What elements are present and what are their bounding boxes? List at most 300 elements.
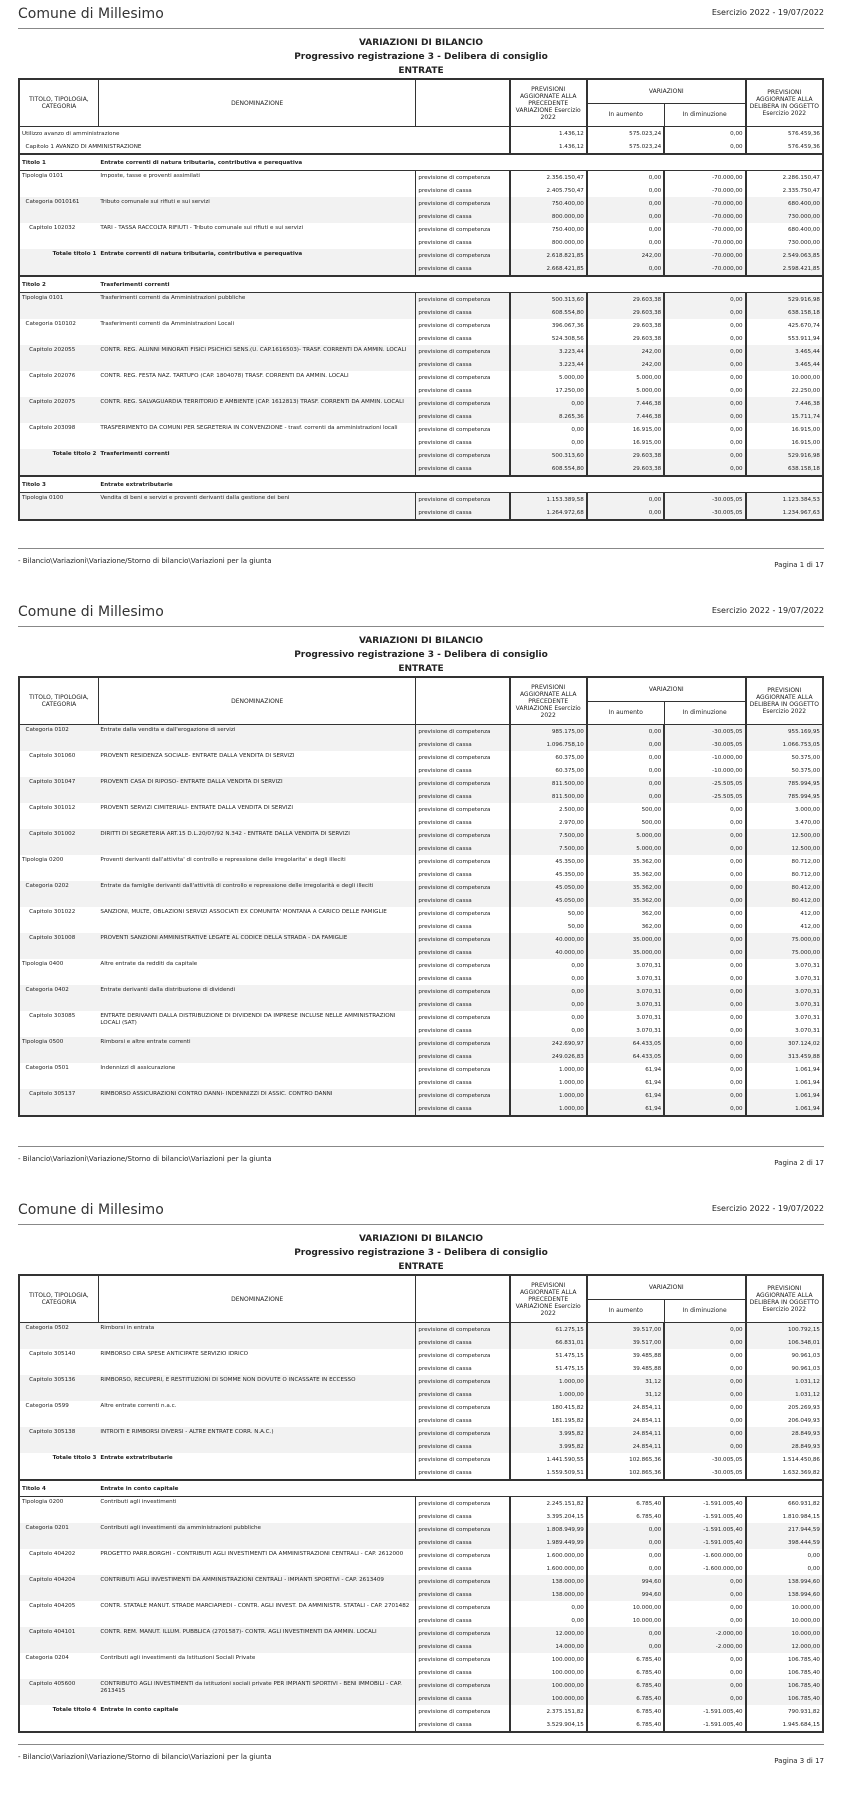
report-path: - Bilancio\Variazioni\Variazione/Storno di bilancio\Variazioni per la giunta (18, 1753, 272, 1761)
organization-name: Comune di Millesimo (18, 1202, 164, 1218)
table-row (19, 127, 823, 141)
competence-label: previsione di competenza (416, 1375, 510, 1388)
competence-label: previsione di competenza (416, 1453, 510, 1466)
report-subtitle: Progressivo registrazione 3 - Delibera di consiglio (294, 650, 548, 660)
row-denomination: Contributi agli investimenti (100, 1499, 177, 1505)
amount-cell: 1.989.449,99 (510, 1536, 587, 1549)
amount-cell: 1.031,12 (746, 1375, 823, 1388)
amount-cell: 2.405.750,47 (510, 184, 587, 197)
amount-cell: 524.308,56 (510, 332, 587, 345)
amount-cell: 12.000,00 (746, 1640, 823, 1653)
row-code: Capitolo 301047 (19, 777, 98, 803)
amount-cell: 3.070,31 (587, 998, 664, 1011)
competence-label: previsione di competenza (416, 959, 510, 972)
amount-cell: -10.000,00 (664, 764, 745, 777)
amount-cell: 0,00 (664, 1037, 745, 1050)
amount-cell: 24.854,11 (587, 1440, 664, 1453)
competence-label: previsione di competenza (416, 1323, 510, 1337)
amount-cell: 0,00 (664, 1440, 745, 1453)
amount-cell: 75.000,00 (746, 946, 823, 959)
total-row (19, 1705, 823, 1718)
table-row (19, 171, 823, 185)
row-code: Tipologia 0200 (22, 857, 64, 863)
amount-cell: 60.375,00 (510, 751, 587, 764)
row-denomination: Rimborsi in entrata (98, 1323, 416, 1350)
amount-cell: 0,00 (664, 1375, 745, 1388)
row-denomination: CONTR. STATALE MANUT. STRADE MARCIAPIEDI - CONTR. AGLI INVEST. DA AMMINISTR. STATALI - CAP. 2701482 (100, 1603, 410, 1609)
table-row (19, 293, 823, 307)
amount-cell: 362,00 (587, 920, 664, 933)
row-denomination: CONTRIBUTI AGLI INVESTIMENTI DA AMMINISTRAZIONI CENTRALI - IMPIANTI SPORTIVI - CAP. 2613409 (98, 1575, 416, 1601)
amount-cell: 0,00 (510, 985, 587, 998)
amount-cell: 39.517,00 (587, 1323, 664, 1337)
amount-cell: 0,00 (587, 184, 664, 197)
amount-cell: -70.000,00 (664, 262, 745, 276)
row-denomination: Indennizzi di assicurazione (100, 1065, 176, 1071)
amount-cell: 500.313,60 (510, 449, 587, 462)
amount-cell: 0,00 (664, 127, 745, 141)
amount-cell: 106.348,01 (746, 1336, 823, 1349)
competence-label: previsione di competenza (416, 881, 510, 894)
amount-cell: 0,00 (587, 236, 664, 249)
competence-label: previsione di competenza (416, 1063, 510, 1076)
table-row (19, 829, 823, 842)
amount-cell: 17.250,00 (510, 384, 587, 397)
amount-cell: 181.195,82 (510, 1414, 587, 1427)
row-denomination: Entrate correnti di natura tributaria, contributiva e perequativa (98, 249, 416, 276)
row-denomination: PROVENTI SERVIZI CIMITERIALI- ENTRATE DALLA VENDITA DI SERVIZI (100, 805, 294, 811)
amount-cell: 0,00 (587, 506, 664, 520)
table-row (19, 725, 823, 739)
amount-cell: 2.500,00 (510, 803, 587, 816)
amount-cell: 0,00 (664, 423, 745, 436)
amount-cell: 0,00 (664, 1024, 745, 1037)
amount-cell: 10.000,00 (587, 1614, 664, 1627)
cash-label: previsione di cassa (416, 1640, 510, 1653)
row-denomination: TARI - TASSA RACCOLTA RIFIUTI - Tributo comunale sui rifiuti e sui servizi (100, 225, 304, 231)
amount-cell: 3.070,31 (746, 985, 823, 998)
amount-cell: 0,00 (587, 1627, 664, 1640)
amount-cell: 0,00 (664, 410, 745, 423)
amount-cell: 64.433,05 (587, 1037, 664, 1050)
amount-cell: 2.598.421,85 (746, 262, 823, 276)
amount-cell: 2.245.151,82 (510, 1497, 587, 1511)
competence-label: previsione di competenza (416, 449, 510, 462)
row-code: Tipologia 0400 (22, 961, 64, 967)
competence-label: previsione di competenza (416, 725, 510, 739)
amount-cell: 1.061,94 (746, 1076, 823, 1089)
cash-label: previsione di cassa (416, 764, 510, 777)
organization-name: Comune di Millesimo (18, 604, 164, 620)
table-row (19, 1627, 823, 1640)
row-code: Categoria 0501 (22, 1065, 69, 1071)
amount-cell: 0,00 (664, 868, 745, 881)
row-denomination: PROVENTI SANZIONI AMMINISTRATIVE LEGATE AL CODICE DELLA STRADA - DA FAMIGLIE (98, 933, 416, 959)
amount-cell: 12.500,00 (746, 829, 823, 842)
page-header (18, 602, 824, 627)
table-row (19, 197, 823, 210)
cash-label: previsione di cassa (416, 210, 510, 223)
amount-cell: -70.000,00 (664, 236, 745, 249)
amount-cell: 0,00 (664, 1601, 745, 1614)
amount-cell: 0,00 (510, 972, 587, 985)
amount-cell: 1.000,00 (510, 1102, 587, 1116)
competence-label: previsione di competenza (416, 1705, 510, 1718)
table-row (19, 319, 823, 332)
amount-cell: 0,00 (587, 1562, 664, 1575)
amount-cell: 24.854,11 (587, 1427, 664, 1440)
row-denomination: RIMBORSO, RECUPERI, E RESTITUZIONI DI SOMME NON DOVUTE O INCASSATE IN ECCESSO (98, 1375, 416, 1401)
amount-cell: 3.000,00 (746, 803, 823, 816)
competence-label: previsione di competenza (416, 1575, 510, 1588)
amount-cell: 2.549.063,85 (746, 249, 823, 262)
amount-cell: 0,00 (664, 816, 745, 829)
row-denomination: CONTRIBUTO AGLI INVESTIMENTI da istituzioni sociali private PER IMPIANTI SPORTIVI - BENI IMMOBILI - CAP. 2613415 (98, 1679, 416, 1705)
amount-cell: 0,00 (664, 1575, 745, 1588)
amount-cell: 39.485,88 (587, 1349, 664, 1362)
cash-label: previsione di cassa (416, 1614, 510, 1627)
amount-cell: 0,00 (587, 493, 664, 507)
amount-cell: 0,00 (664, 332, 745, 345)
table-row (19, 1601, 823, 1614)
amount-cell: 0,00 (664, 959, 745, 972)
table-row (19, 397, 823, 410)
amount-cell: 398.444,59 (746, 1536, 823, 1549)
row-code: Capitolo 1 AVANZO DI AMMINISTRAZIONE (22, 143, 142, 150)
row-denomination: CONTR. REG. ALUNNI MINORATI FISICI PSICHICI SENS.(U. CAP.1616503)- TRASF. CORRENTI DA AMMIN. LOCALI (98, 345, 416, 371)
table-row (19, 1323, 823, 1337)
amount-cell: 35.362,00 (587, 894, 664, 907)
amount-cell: 0,00 (587, 1549, 664, 1562)
amount-cell: 680.400,00 (746, 223, 823, 236)
amount-cell: 0,00 (746, 1562, 823, 1575)
col-header-denominazione: DENOMINAZIONE (98, 677, 416, 725)
row-code: Capitolo 303085 (22, 1013, 76, 1019)
amount-cell: 0,00 (664, 319, 745, 332)
row-code: Categoria 0201 (19, 1523, 98, 1549)
header-row (19, 677, 823, 701)
amount-cell: 2.618.821,85 (510, 249, 587, 262)
amount-cell: 0,00 (587, 1536, 664, 1549)
row-denomination: SANZIONI, MULTE, OBLAZIONI SERVIZI ASSOCIATI EX COMUNITA' MONTANA A CARICO DELLE FAMIGLIE (100, 909, 387, 915)
amount-cell: 15.711,74 (746, 410, 823, 423)
amount-cell: 80.412,00 (746, 894, 823, 907)
amount-cell: 16.915,00 (746, 423, 823, 436)
col-header-aumento: In aumento (587, 701, 664, 725)
competence-label: previsione di competenza (416, 803, 510, 816)
col-header-previsioni-delibera: PREVISIONI AGGIORNATE ALLA DELIBERA IN OGGETTO Esercizio 2022 (746, 677, 823, 725)
amount-cell: 10.000,00 (746, 1627, 823, 1640)
amount-cell: 106.785,40 (746, 1666, 823, 1679)
amount-cell: -70.000,00 (664, 171, 745, 185)
col-header-previsioni-prec: PREVISIONI AGGIORNATE ALLA PRECEDENTE VARIAZIONE Esercizio 2022 (510, 1275, 587, 1323)
amount-cell: 0,00 (664, 1076, 745, 1089)
amount-cell: 7.446,38 (587, 397, 664, 410)
report-path: - Bilancio\Variazioni\Variazione/Storno di bilancio\Variazioni per la giunta (18, 557, 272, 565)
amount-cell: 3.223,44 (510, 345, 587, 358)
cash-label: previsione di cassa (416, 920, 510, 933)
competence-label: previsione di competenza (416, 223, 510, 236)
amount-cell: 0,00 (664, 1063, 745, 1076)
amount-cell: 0,00 (664, 1588, 745, 1601)
amount-cell: 61,94 (587, 1063, 664, 1076)
cash-label: previsione di cassa (416, 1536, 510, 1549)
amount-cell: 29.603,38 (587, 332, 664, 345)
amount-cell: 0,00 (664, 1614, 745, 1627)
cash-label: previsione di cassa (416, 1102, 510, 1116)
amount-cell: 1.066.753,05 (746, 738, 823, 751)
amount-cell: 1.264.972,68 (510, 506, 587, 520)
amount-cell: 362,00 (587, 907, 664, 920)
amount-cell: 0,00 (587, 223, 664, 236)
page-footer (18, 1744, 824, 1765)
amount-cell: -1.591.005,40 (664, 1497, 745, 1511)
row-denomination: ENTRATE DERIVANTI DALLA DISTRIBUZIONE DI DIVIDENDI DA IMPRESE INCLUSE NELLE AMMINISTRAZIONI LOCALI (SAT) (100, 1013, 396, 1026)
amount-cell: 50.375,00 (746, 764, 823, 777)
page-number: Pagina 1 di 17 (774, 561, 824, 569)
page-header (18, 4, 824, 29)
amount-cell: 955.169,95 (746, 725, 823, 739)
amount-cell: 180.415,82 (510, 1401, 587, 1414)
amount-cell: 3.070,31 (746, 972, 823, 985)
amount-cell: -2.000,00 (664, 1627, 745, 1640)
cash-label: previsione di cassa (416, 1336, 510, 1349)
cash-label: previsione di cassa (416, 998, 510, 1011)
amount-cell: 608.554,80 (510, 306, 587, 319)
amount-cell: 249.026,83 (510, 1050, 587, 1063)
cash-label: previsione di cassa (416, 946, 510, 959)
competence-label: previsione di competenza (416, 1679, 510, 1692)
table-row (19, 1575, 823, 1588)
competence-label: previsione di competenza (416, 751, 510, 764)
table-row (19, 985, 823, 998)
report-path: - Bilancio\Variazioni\Variazione/Storno di bilancio\Variazioni per la giunta (18, 1155, 272, 1163)
row-denomination: Trasferimenti correnti da Amministrazioni pubbliche (98, 293, 416, 320)
fiscal-year-date: Esercizio 2022 - 19/07/2022 (711, 606, 824, 615)
competence-label: previsione di competenza (416, 1653, 510, 1666)
amount-cell: 1.441.590,55 (510, 1453, 587, 1466)
amount-cell: -1.591.005,40 (664, 1536, 745, 1549)
cash-label: previsione di cassa (416, 306, 510, 319)
competence-label: previsione di competenza (416, 1627, 510, 1640)
amount-cell: 50,00 (510, 907, 587, 920)
amount-cell: 0,00 (510, 1601, 587, 1614)
amount-cell: 750.400,00 (510, 197, 587, 210)
amount-cell: 608.554,80 (510, 462, 587, 476)
amount-cell: 100.000,00 (510, 1692, 587, 1705)
amount-cell: 66.831,01 (510, 1336, 587, 1349)
report-subtitle: Progressivo registrazione 3 - Delibera di consiglio (294, 52, 548, 62)
amount-cell: 529.916,98 (746, 449, 823, 462)
amount-cell: 1.000,00 (510, 1375, 587, 1388)
amount-cell: 45.050,00 (510, 894, 587, 907)
competence-label: previsione di competenza (416, 1037, 510, 1050)
amount-cell: 1.123.384,53 (746, 493, 823, 507)
amount-cell: 0,00 (510, 1024, 587, 1037)
row-code: Categoria 010102 (22, 321, 76, 327)
amount-cell: -70.000,00 (664, 210, 745, 223)
amount-cell: 16.915,00 (587, 436, 664, 449)
amount-cell: -1.600.000,00 (664, 1549, 745, 1562)
table-row (19, 1063, 823, 1076)
amount-cell: 0,00 (746, 1549, 823, 1562)
row-denomination: DIRITTI DI SEGRETERIA ART.15 D.L.20/07/92 N.342 - ENTRATE DALLA VENDITA DI SERVIZI (98, 829, 416, 855)
amount-cell: 7.446,38 (587, 410, 664, 423)
competence-label: previsione di competenza (416, 397, 510, 410)
table-row (19, 751, 823, 764)
amount-cell: 425.670,74 (746, 319, 823, 332)
report-title: VARIAZIONI DI BILANCIO (358, 38, 484, 48)
col-header-code: TITOLO, TIPOLOGIA, CATEGORIA (19, 79, 98, 127)
amount-cell: 5.000,00 (587, 842, 664, 855)
cash-label: previsione di cassa (416, 1510, 510, 1523)
row-code: Tipologia 0100 (19, 493, 98, 521)
amount-cell: 0,00 (664, 1388, 745, 1401)
amount-cell: 3.070,31 (587, 959, 664, 972)
amount-cell: -30.005,05 (664, 493, 745, 507)
amount-cell: 61,94 (587, 1089, 664, 1102)
amount-cell: 1.031,12 (746, 1388, 823, 1401)
amount-cell: -30.005,05 (664, 738, 745, 751)
amount-cell: 0,00 (587, 210, 664, 223)
amount-cell: -25.505,05 (664, 790, 745, 803)
row-denomination: Entrate derivanti dalla distribuzione di dividendi (98, 985, 416, 1011)
row-code: Categoria 0202 (19, 881, 98, 907)
row-code: Capitolo 301012 (22, 805, 76, 811)
amount-cell: 0,00 (664, 1401, 745, 1414)
page-number: Pagina 3 di 17 (774, 1757, 824, 1765)
col-header-previsioni-delibera: PREVISIONI AGGIORNATE ALLA DELIBERA IN OGGETTO Esercizio 2022 (746, 1275, 823, 1323)
amount-cell: 1.436,12 (510, 127, 587, 141)
row-code: Tipologia 0200 (22, 1499, 64, 1505)
cash-label: previsione di cassa (416, 1440, 510, 1453)
row-code: Capitolo 202075 (19, 397, 98, 423)
amount-cell: 10.000,00 (746, 1601, 823, 1614)
amount-cell: 6.785,40 (587, 1653, 664, 1666)
cash-label: previsione di cassa (416, 842, 510, 855)
section-title: Entrate in conto capitale (98, 1480, 823, 1497)
amount-cell: -30.005,05 (664, 506, 745, 520)
row-code: Capitolo 405600 (19, 1679, 98, 1705)
amount-cell: 80.712,00 (746, 855, 823, 868)
cash-label: previsione di cassa (416, 1076, 510, 1089)
amount-cell: 307.124,02 (746, 1037, 823, 1050)
competence-label: previsione di competenza (416, 1497, 510, 1511)
amount-cell: 28.849,93 (746, 1427, 823, 1440)
amount-cell: 31,12 (587, 1388, 664, 1401)
row-code: Totale titolo 1 (19, 249, 98, 276)
row-code: Categoria 0204 (22, 1655, 69, 1661)
amount-cell: 3.070,31 (746, 1011, 823, 1024)
cash-label: previsione di cassa (416, 1562, 510, 1575)
amount-cell: 1.234.967,63 (746, 506, 823, 520)
page-header (18, 1200, 824, 1225)
amount-cell: 22.250,00 (746, 384, 823, 397)
amount-cell: 1.559.509,51 (510, 1466, 587, 1480)
amount-cell: 5.000,00 (510, 371, 587, 384)
amount-cell: 3.223,44 (510, 358, 587, 371)
amount-cell: 0,00 (664, 345, 745, 358)
col-header-variazioni: VARIAZIONI (587, 1275, 746, 1299)
amount-cell: 90.961,03 (746, 1362, 823, 1375)
amount-cell: 0,00 (664, 985, 745, 998)
amount-cell: 1.000,00 (510, 1089, 587, 1102)
row-code: Categoria 0502 (19, 1323, 98, 1350)
row-code: Capitolo 305137 (19, 1089, 98, 1116)
amount-cell: 61.275,15 (510, 1323, 587, 1337)
amount-cell: 40.000,00 (510, 946, 587, 959)
cash-label: previsione di cassa (416, 1050, 510, 1063)
cash-label: previsione di cassa (416, 506, 510, 520)
report-page (18, 0, 824, 598)
competence-label: previsione di competenza (416, 829, 510, 842)
row-denomination: Entrate in conto capitale (100, 1707, 179, 1713)
amount-cell: 0,00 (510, 397, 587, 410)
cash-label: previsione di cassa (416, 1414, 510, 1427)
row-code: Totale titolo 3 (52, 1455, 97, 1461)
amount-cell: 1.600.000,00 (510, 1549, 587, 1562)
row-denomination: Entrate dalla vendita e dall'erogazione di servizi (98, 725, 416, 752)
amount-cell: 396.067,36 (510, 319, 587, 332)
amount-cell: 994,60 (587, 1588, 664, 1601)
amount-cell: 1.000,00 (510, 1388, 587, 1401)
amount-cell: 0,00 (664, 1666, 745, 1679)
amount-cell: 0,00 (587, 262, 664, 276)
amount-cell: 16.915,00 (746, 436, 823, 449)
amount-cell: 985.175,00 (510, 725, 587, 739)
table-row (19, 1427, 823, 1440)
report-page (18, 598, 824, 1196)
row-code: Capitolo 404202 (22, 1551, 76, 1557)
amount-cell: 1.000,00 (510, 1063, 587, 1076)
col-header-code: TITOLO, TIPOLOGIA, CATEGORIA (19, 677, 98, 725)
amount-cell: 3.465,44 (746, 345, 823, 358)
amount-cell: 242,00 (587, 358, 664, 371)
cash-label: previsione di cassa (416, 184, 510, 197)
row-code: Capitolo 305138 (19, 1427, 98, 1453)
table-row (19, 907, 823, 920)
amount-cell: -1.591.005,40 (664, 1705, 745, 1718)
row-denomination: TRASFERIMENTO DA COMUNI PER SEGRETERIA IN CONVENZIONE - trasf. correnti da amministrazioni locali (100, 425, 398, 431)
amount-cell: 811.500,00 (510, 790, 587, 803)
competence-label: previsione di competenza (416, 319, 510, 332)
amount-cell: 3.995,82 (510, 1427, 587, 1440)
amount-cell: 994,60 (587, 1575, 664, 1588)
section-title: Entrate correnti di natura tributaria, contributiva e perequativa (98, 154, 823, 171)
amount-cell: 50.375,00 (746, 751, 823, 764)
amount-cell: 217.944,59 (746, 1523, 823, 1536)
cash-label: previsione di cassa (416, 1466, 510, 1480)
amount-cell: 10.000,00 (746, 371, 823, 384)
amount-cell: 0,00 (587, 1640, 664, 1653)
row-denomination: Proventi derivanti dall'attivita' di controllo e repressione delle irregolarita' e degli illeciti (100, 857, 346, 863)
amount-cell: -30.005,05 (664, 1453, 745, 1466)
amount-cell: 100.792,15 (746, 1323, 823, 1337)
amount-cell: 2.356.150,47 (510, 171, 587, 185)
amount-cell: 1.153.389,58 (510, 493, 587, 507)
amount-cell: 64.433,05 (587, 1050, 664, 1063)
competence-label: previsione di competenza (416, 777, 510, 790)
competence-label: previsione di competenza (416, 423, 510, 436)
amount-cell: 100.000,00 (510, 1679, 587, 1692)
amount-cell: 0,00 (510, 1614, 587, 1627)
row-code: Capitolo 301022 (22, 909, 76, 915)
row-denomination: INTROITI E RIMBORSI DIVERSI - ALTRE ENTRATE CORR. N.A.C.) (98, 1427, 416, 1453)
amount-cell: 138.000,00 (510, 1575, 587, 1588)
cash-label: previsione di cassa (416, 1388, 510, 1401)
col-header-previsioni-delibera: PREVISIONI AGGIORNATE ALLA DELIBERA IN OGGETTO Esercizio 2022 (746, 79, 823, 127)
amount-cell: 785.994,95 (746, 777, 823, 790)
